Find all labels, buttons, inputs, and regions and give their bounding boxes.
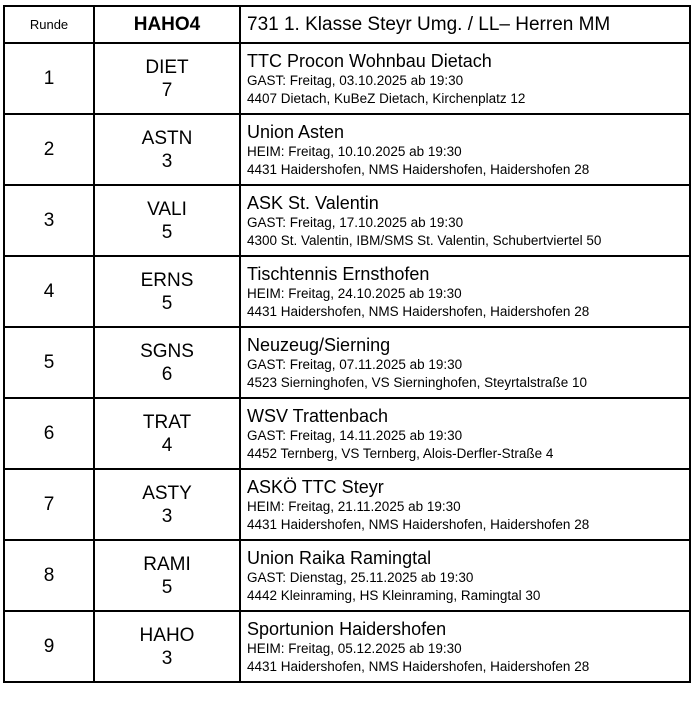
match-info-cell	[240, 185, 690, 256]
match-time: GAST: Freitag, 17.10.2025 ab 19:30	[247, 214, 464, 230]
match-time: HEIM: Freitag, 24.10.2025 ab 19:30	[247, 285, 462, 301]
opponent-team-number: 3	[161, 150, 173, 172]
opponent-team-number: 5	[161, 292, 173, 314]
match-venue: 4442 Kleinraming, HS Kleinraming, Ramingtal 30	[247, 587, 541, 603]
opponent-team-number: 7	[161, 79, 173, 101]
opponent-code: ASTN	[141, 127, 193, 149]
table-row	[4, 398, 690, 469]
match-time: HEIM: Freitag, 21.11.2025 ab 19:30	[247, 498, 461, 514]
round-number: 5	[4, 327, 94, 398]
round-number: 2	[4, 114, 94, 185]
opponent-name: TTC Procon Wohnbau Dietach	[247, 50, 492, 71]
opponent-code: VALI	[147, 198, 187, 220]
match-info-cell	[240, 256, 690, 327]
match-info-cell	[240, 327, 690, 398]
round-column-header: Runde	[4, 6, 94, 43]
schedule-rows	[4, 43, 690, 682]
league-title: 731 1. Klasse Steyr Umg. / LL– Herren MM	[240, 6, 690, 43]
table-row	[4, 256, 690, 327]
table-row	[4, 185, 690, 256]
match-info-cell	[240, 114, 690, 185]
opponent-code: HAHO	[139, 624, 195, 646]
table-row	[4, 43, 690, 114]
opponent-code-cell	[94, 540, 240, 611]
table-row	[4, 469, 690, 540]
match-venue: 4300 St. Valentin, IBM/SMS St. Valentin, Schubertviertel 50	[247, 232, 602, 248]
table-row	[4, 611, 690, 682]
opponent-code: SGNS	[140, 340, 194, 362]
opponent-name: ASKÖ TTC Steyr	[247, 476, 384, 497]
opponent-code: ASTY	[142, 482, 192, 504]
opponent-code-cell	[94, 43, 240, 114]
opponent-code-cell	[94, 185, 240, 256]
match-time: GAST: Dienstag, 25.11.2025 ab 19:30	[247, 569, 474, 585]
match-time: GAST: Freitag, 03.10.2025 ab 19:30	[247, 72, 464, 88]
opponent-code-cell	[94, 469, 240, 540]
opponent-code-cell	[94, 398, 240, 469]
round-number: 6	[4, 398, 94, 469]
match-venue: 4431 Haidershofen, NMS Haidershofen, Haidershofen 28	[247, 658, 590, 674]
round-number: 7	[4, 469, 94, 540]
match-time: GAST: Freitag, 07.11.2025 ab 19:30	[247, 356, 463, 372]
opponent-team-number: 5	[161, 576, 173, 598]
opponent-code: RAMI	[143, 553, 191, 575]
table-row	[4, 540, 690, 611]
opponent-team-number: 5	[161, 221, 173, 243]
match-info-cell	[240, 398, 690, 469]
match-venue: 4452 Ternberg, VS Ternberg, Alois-Derfler-Straße 4	[247, 445, 554, 461]
opponent-name: ASK St. Valentin	[247, 192, 379, 213]
match-time: GAST: Freitag, 14.11.2025 ab 19:30	[247, 427, 463, 443]
opponent-code: ERNS	[140, 269, 194, 291]
match-venue: 4407 Dietach, KuBeZ Dietach, Kirchenplatz 12	[247, 90, 526, 106]
opponent-name: Tischtennis Ernsthofen	[247, 263, 430, 284]
match-venue: 4431 Haidershofen, NMS Haidershofen, Haidershofen 28	[247, 516, 590, 532]
match-info-cell	[240, 540, 690, 611]
round-number: 1	[4, 43, 94, 114]
match-info-cell	[240, 611, 690, 682]
round-number: 3	[4, 185, 94, 256]
opponent-name: Sportunion Haidershofen	[247, 618, 447, 639]
round-number: 4	[4, 256, 94, 327]
match-info-cell	[240, 43, 690, 114]
round-number: 9	[4, 611, 94, 682]
match-venue: 4431 Haidershofen, NMS Haidershofen, Haidershofen 28	[247, 303, 590, 319]
opponent-name: WSV Trattenbach	[247, 405, 389, 426]
match-info-cell	[240, 469, 690, 540]
opponent-team-number: 3	[161, 647, 173, 669]
match-venue: 4431 Haidershofen, NMS Haidershofen, Haidershofen 28	[247, 161, 590, 177]
opponent-code: DIET	[145, 56, 189, 78]
opponent-code-cell	[94, 611, 240, 682]
opponent-code-cell	[94, 256, 240, 327]
header-row	[4, 6, 690, 43]
schedule-table	[3, 5, 691, 683]
match-time: HEIM: Freitag, 10.10.2025 ab 19:30	[247, 143, 462, 159]
opponent-code: TRAT	[142, 411, 192, 433]
team-code-header: HAHO4	[94, 6, 240, 43]
opponent-team-number: 6	[161, 363, 173, 385]
opponent-team-number: 4	[161, 434, 173, 456]
opponent-name: Union Raika Ramingtal	[247, 547, 432, 568]
opponent-team-number: 3	[161, 505, 173, 527]
opponent-code-cell	[94, 327, 240, 398]
opponent-name: Union Asten	[247, 121, 345, 142]
round-number: 8	[4, 540, 94, 611]
table-row	[4, 327, 690, 398]
match-venue: 4523 Sierninghofen, VS Sierninghofen, Steyrtalstraße 10	[247, 374, 587, 390]
opponent-code-cell	[94, 114, 240, 185]
table-row	[4, 114, 690, 185]
opponent-name: Neuzeug/Sierning	[247, 334, 391, 355]
match-time: HEIM: Freitag, 05.12.2025 ab 19:30	[247, 640, 462, 656]
